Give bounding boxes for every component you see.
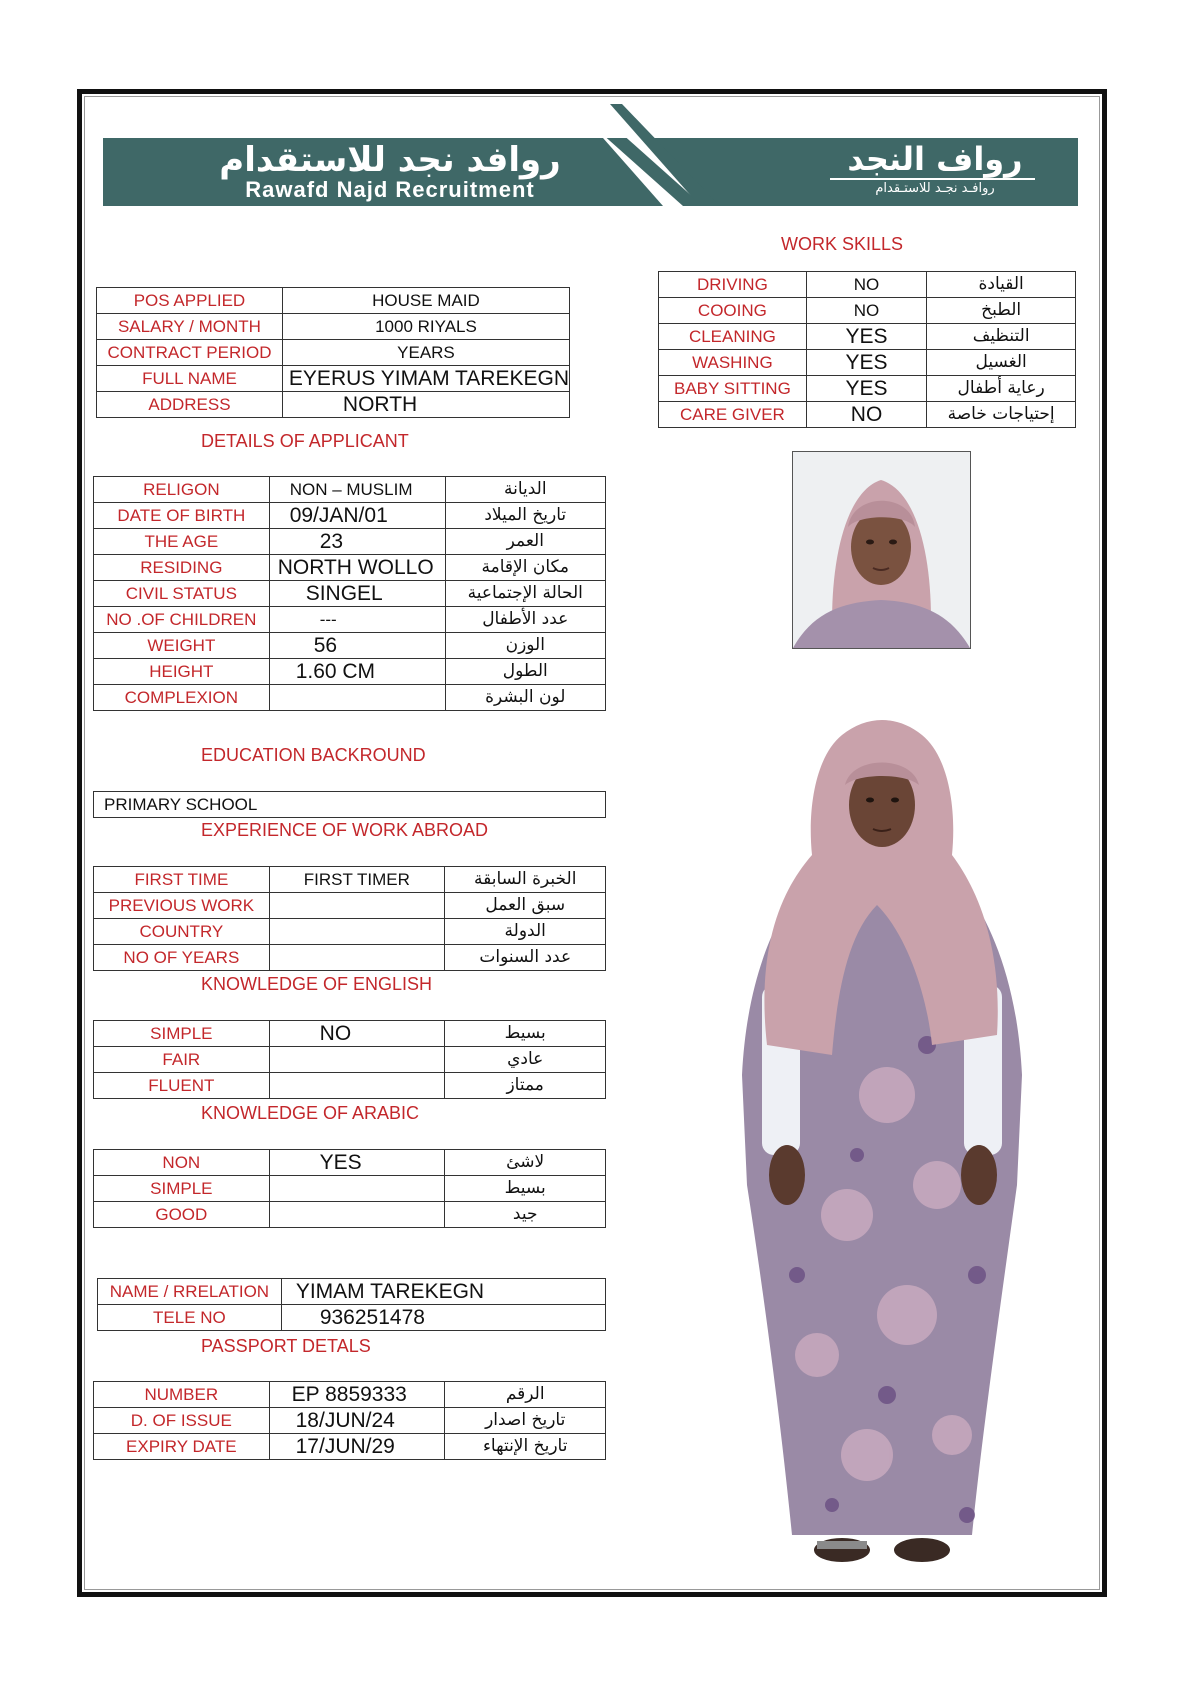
detail-label: CIVIL STATUS xyxy=(94,581,270,607)
english-label: FAIR xyxy=(94,1047,270,1073)
detail-arabic: العمر xyxy=(445,529,605,555)
skill-value: NO xyxy=(806,402,926,428)
value-address: NORTH xyxy=(282,392,569,418)
detail-arabic: تاريخ الميلاد xyxy=(445,503,605,529)
detail-value: --- xyxy=(269,607,445,633)
table-row xyxy=(94,529,606,555)
skill-arabic: إحتياجات خاصة xyxy=(927,402,1076,428)
passport-table xyxy=(93,1381,606,1460)
table-row xyxy=(94,792,606,818)
english-label: SIMPLE xyxy=(94,1021,270,1047)
arabic-knowledge-title: KNOWLEDGE OF ARABIC xyxy=(201,1103,420,1123)
detail-value xyxy=(269,685,445,711)
detail-arabic: الحالة الإجتماعية xyxy=(445,581,605,607)
arabic-knowledge-table xyxy=(93,1149,606,1228)
portrait-photo xyxy=(792,451,971,649)
value-contract-period: YEARS xyxy=(282,340,569,366)
table-row xyxy=(659,376,1076,402)
table-row xyxy=(659,272,1076,298)
details-title: DETAILS OF APPLICANT xyxy=(201,431,409,451)
arabic-value: YES xyxy=(269,1150,445,1176)
experience-arabic: الدولة xyxy=(445,919,606,945)
experience-value xyxy=(269,945,445,971)
arabic-value xyxy=(269,1176,445,1202)
table-row xyxy=(94,503,606,529)
passport-arabic: الرقم xyxy=(445,1382,606,1408)
details-table xyxy=(93,476,606,711)
company-logo-subtext: روافـد نجـد للاستـقدام xyxy=(875,181,995,196)
skill-label: BABY SITTING xyxy=(659,376,807,402)
table-row xyxy=(94,659,606,685)
relation-label: NAME / RRELATION xyxy=(98,1279,282,1305)
label-pos-applied: POS APPLIED xyxy=(97,288,283,314)
detail-value: NORTH WOLLO xyxy=(269,555,445,581)
experience-title: EXPERIENCE OF WORK ABROAD xyxy=(201,820,489,840)
education-value: PRIMARY SCHOOL xyxy=(94,792,606,818)
passport-label: NUMBER xyxy=(94,1382,270,1408)
table-row xyxy=(94,1021,606,1047)
detail-arabic: عدد الأطفال xyxy=(445,607,605,633)
passport-label: D. OF ISSUE xyxy=(94,1408,270,1434)
table-row xyxy=(94,477,606,503)
skill-arabic: التنظيف xyxy=(927,324,1076,350)
value-pos-applied: HOUSE MAID xyxy=(282,288,569,314)
skill-arabic: القيادة xyxy=(927,272,1076,298)
detail-label: NO .OF CHILDREN xyxy=(94,607,270,633)
detail-arabic: الطول xyxy=(445,659,605,685)
detail-arabic: الوزن xyxy=(445,633,605,659)
value-full-name: EYERUS YIMAM TAREKEGN xyxy=(282,366,569,392)
passport-value: EP 8859333 xyxy=(269,1382,445,1408)
work-skills-title: WORK SKILLS xyxy=(781,234,904,254)
arabic-label: SIMPLE xyxy=(94,1176,270,1202)
english-value xyxy=(269,1047,445,1073)
detail-value: SINGEL xyxy=(269,581,445,607)
arabic-label: GOOD xyxy=(94,1202,270,1228)
table-row xyxy=(94,1176,606,1202)
passport-arabic: تاريخ اصدار xyxy=(445,1408,606,1434)
logo-divider xyxy=(830,178,1035,180)
table-row xyxy=(94,1150,606,1176)
education-title: EDUCATION BACKROUND xyxy=(201,745,426,765)
experience-label: COUNTRY xyxy=(94,919,270,945)
detail-label: RELIGON xyxy=(94,477,270,503)
label-salary: SALARY / MONTH xyxy=(97,314,283,340)
english-value xyxy=(269,1073,445,1099)
detail-label: COMPLEXION xyxy=(94,685,270,711)
arabic-label: NON xyxy=(94,1150,270,1176)
company-arabic-title: روافد نجد للاستقدام xyxy=(219,140,561,180)
arabic-value xyxy=(269,1202,445,1228)
table-row xyxy=(94,1073,606,1099)
telephone-value: 936251478 xyxy=(281,1305,605,1331)
experience-arabic: سبق العمل xyxy=(445,893,606,919)
detail-arabic: الديانة xyxy=(445,477,605,503)
arabic-arabic: بسيط xyxy=(445,1176,606,1202)
education-table xyxy=(93,791,606,818)
detail-arabic: لون البشرة xyxy=(445,685,605,711)
skill-label: WASHING xyxy=(659,350,807,376)
table-row xyxy=(98,1305,606,1331)
relation-value: YIMAM TAREKEGN xyxy=(281,1279,605,1305)
company-logo: رواف النجد xyxy=(847,140,1023,178)
banner-arrow xyxy=(600,104,720,206)
table-row xyxy=(94,1382,606,1408)
table-row xyxy=(94,919,606,945)
full-body-figure xyxy=(737,715,1027,1589)
table-row xyxy=(94,1047,606,1073)
skill-arabic: الطبخ xyxy=(927,298,1076,324)
skill-value: NO xyxy=(806,298,926,324)
english-value: NO xyxy=(269,1021,445,1047)
passport-arabic: تاريخ الإنتهاء xyxy=(445,1434,606,1460)
table-row xyxy=(659,402,1076,428)
english-arabic: بسيط xyxy=(445,1021,606,1047)
english-table xyxy=(93,1020,606,1099)
detail-value: NON – MUSLIM xyxy=(269,477,445,503)
table-row xyxy=(97,366,570,392)
detail-value: 1.60 CM xyxy=(269,659,445,685)
skill-label: CLEANING xyxy=(659,324,807,350)
work-skills-table xyxy=(658,271,1076,428)
english-label: FLUENT xyxy=(94,1073,270,1099)
full-body-photo xyxy=(737,715,1027,1589)
experience-label: FIRST TIME xyxy=(94,867,270,893)
skill-value: YES xyxy=(806,376,926,402)
detail-value: 56 xyxy=(269,633,445,659)
table-row xyxy=(94,555,606,581)
table-row xyxy=(98,1279,606,1305)
table-row xyxy=(94,633,606,659)
table-row xyxy=(94,685,606,711)
experience-label: NO OF YEARS xyxy=(94,945,270,971)
table-row xyxy=(94,581,606,607)
experience-arabic: عدد السنوات xyxy=(445,945,606,971)
english-arabic: عادي xyxy=(445,1047,606,1073)
table-row xyxy=(97,392,570,418)
detail-label: WEIGHT xyxy=(94,633,270,659)
passport-value: 17/JUN/29 xyxy=(269,1434,445,1460)
detail-arabic: مكان الإقامة xyxy=(445,555,605,581)
label-contract-period: CONTRACT PERIOD xyxy=(97,340,283,366)
skill-label: COOING xyxy=(659,298,807,324)
table-row xyxy=(659,298,1076,324)
detail-label: HEIGHT xyxy=(94,659,270,685)
english-arabic: ممتاز xyxy=(445,1073,606,1099)
passport-value: 18/JUN/24 xyxy=(269,1408,445,1434)
english-title: KNOWLEDGE OF ENGLISH xyxy=(201,974,433,994)
table-row xyxy=(94,1434,606,1460)
detail-label: THE AGE xyxy=(94,529,270,555)
table-row xyxy=(97,314,570,340)
experience-value xyxy=(269,919,445,945)
telephone-label: TELE NO xyxy=(98,1305,282,1331)
table-row xyxy=(94,1408,606,1434)
table-row xyxy=(94,607,606,633)
portrait-figure xyxy=(793,452,970,648)
passport-title: PASSPORT DETALS xyxy=(201,1336,371,1356)
arabic-arabic: جيد xyxy=(445,1202,606,1228)
table-row xyxy=(659,324,1076,350)
table-row xyxy=(94,893,606,919)
experience-label: PREVIOUS WORK xyxy=(94,893,270,919)
table-row xyxy=(94,867,606,893)
skill-value: NO xyxy=(806,272,926,298)
relation-table xyxy=(97,1278,606,1331)
label-address: ADDRESS xyxy=(97,392,283,418)
company-english-title: Rawafd Najd Recruitment xyxy=(245,177,535,202)
top-info-table xyxy=(96,287,570,418)
experience-value xyxy=(269,893,445,919)
detail-label: DATE OF BIRTH xyxy=(94,503,270,529)
experience-table xyxy=(93,866,606,971)
value-salary: 1000 RIYALS xyxy=(282,314,569,340)
table-row xyxy=(97,288,570,314)
detail-value: 23 xyxy=(269,529,445,555)
skill-value: YES xyxy=(806,324,926,350)
detail-label: RESIDING xyxy=(94,555,270,581)
skill-value: YES xyxy=(806,350,926,376)
table-row xyxy=(94,945,606,971)
table-row xyxy=(94,1202,606,1228)
experience-value: FIRST TIMER xyxy=(269,867,445,893)
experience-arabic: الخبرة السابقة xyxy=(445,867,606,893)
label-full-name: FULL NAME xyxy=(97,366,283,392)
arabic-arabic: لاشئ xyxy=(445,1150,606,1176)
skill-label: CARE GIVER xyxy=(659,402,807,428)
table-row xyxy=(659,350,1076,376)
skill-arabic: رعاية أطفال xyxy=(927,376,1076,402)
passport-label: EXPIRY DATE xyxy=(94,1434,270,1460)
skill-arabic: الغسيل xyxy=(927,350,1076,376)
table-row xyxy=(97,340,570,366)
skill-label: DRIVING xyxy=(659,272,807,298)
detail-value: 09/JAN/01 xyxy=(269,503,445,529)
